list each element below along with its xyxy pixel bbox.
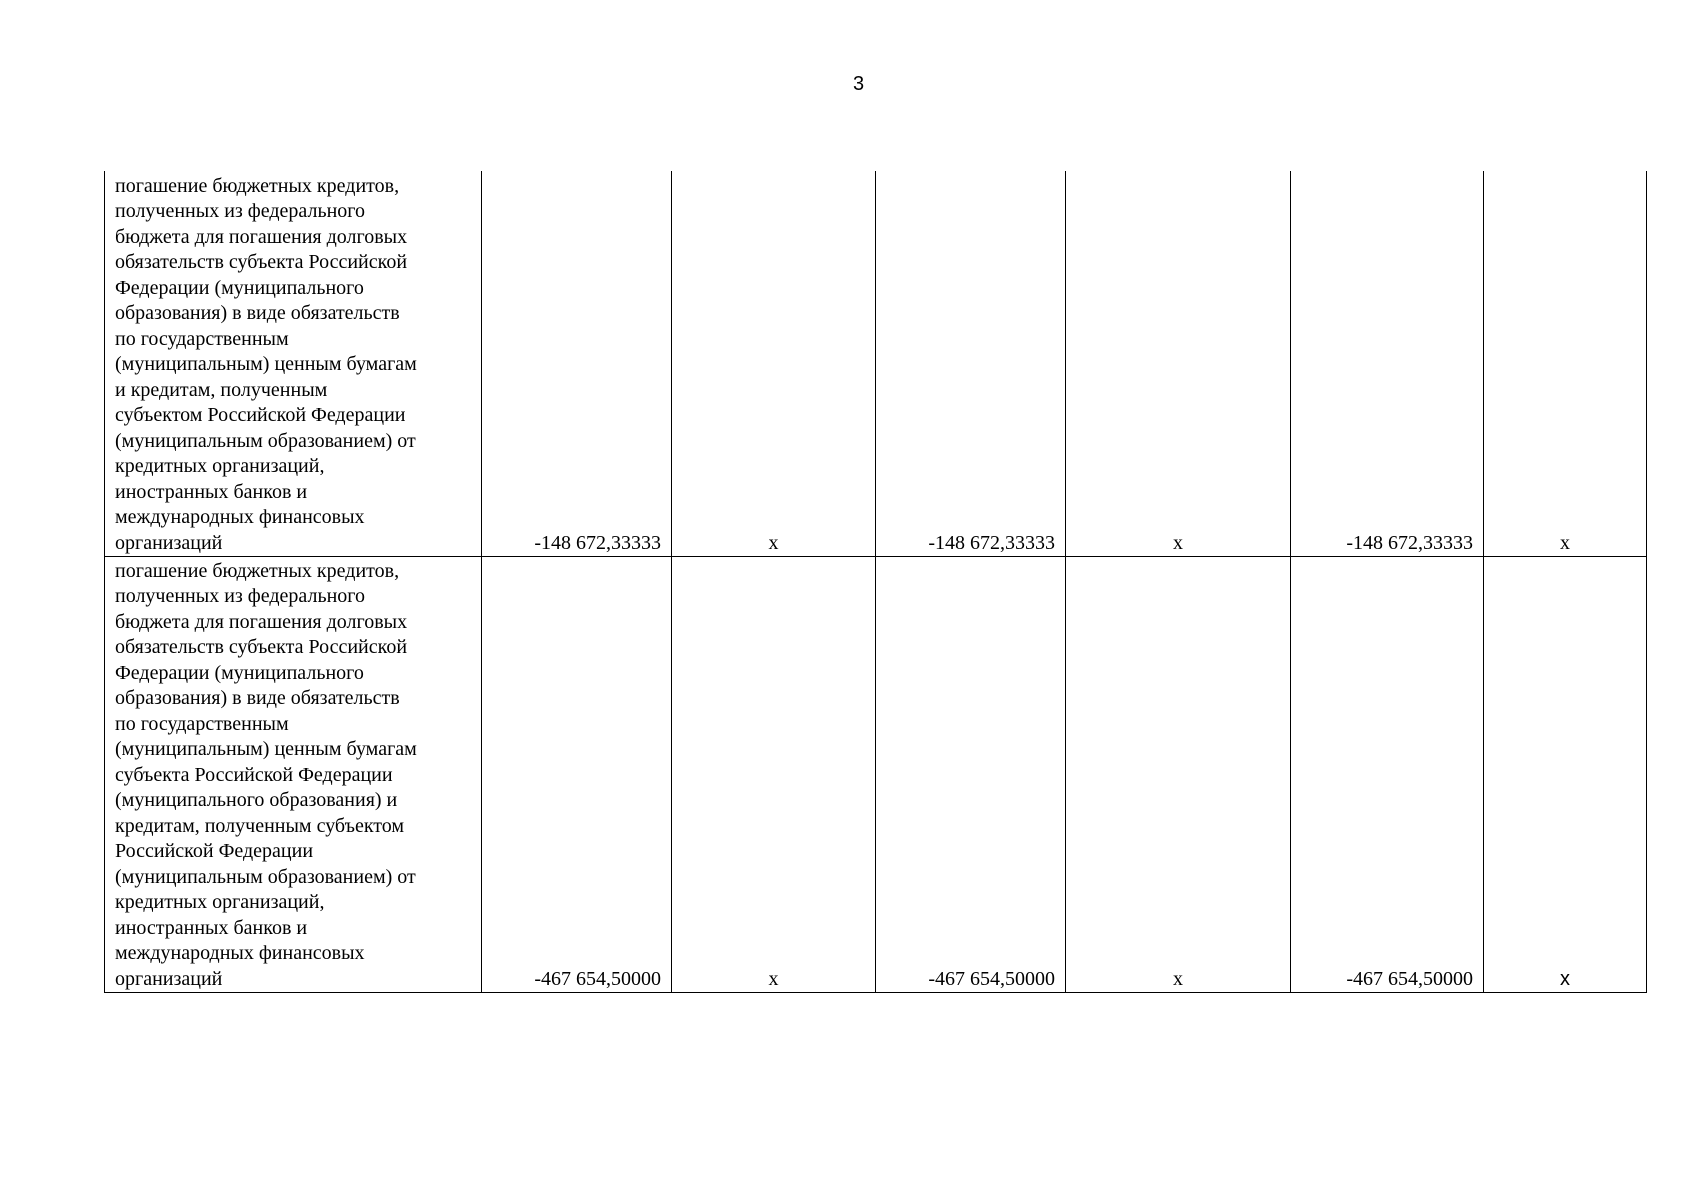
budget-table [104,171,1647,993]
value-cell: -467 654,50000 [482,557,672,993]
mark-cell: x [672,171,876,557]
table-row [105,557,1647,993]
mark-cell: x [1066,557,1291,993]
mark-cell: x [672,557,876,993]
page-number [0,72,1697,96]
mark-cell: x [1484,557,1647,993]
mark-cell: x [1484,171,1647,557]
value-cell: -467 654,50000 [876,557,1066,993]
row-description: погашение бюджетных кредитов, полученных из федерального бюджета для погашения долговых обязательств субъекта Российской Федерации (муниципального образования) в виде обязательств по государственным (муниципальным) ценным бумагам субъекта Российской Федерации (муниципального образования) и кредитам, полученным субъектом Российской Федерации (муниципальным образованием) от кредитных организаций, иностранных банков и международных финансовых организаций [105,557,482,993]
value-cell: -148 672,33333 [482,171,672,557]
value-cell: -148 672,33333 [876,171,1066,557]
value-cell: -467 654,50000 [1291,557,1484,993]
row-description: погашение бюджетных кредитов, полученных из федерального бюджета для погашения долговых обязательств субъекта Российской Федерации (муниципального образования) в виде обязательств по государственным (муниципальным) ценным бумагам и кредитам, полученным субъектом Российской Федерации (муниципальным образованием) от кредитных организаций, иностранных банков и международных финансовых организаций [105,171,482,557]
value-cell: -148 672,33333 [1291,171,1484,557]
table-row [105,171,1647,557]
mark-cell: x [1066,171,1291,557]
page-number-text: 3 [852,73,865,95]
